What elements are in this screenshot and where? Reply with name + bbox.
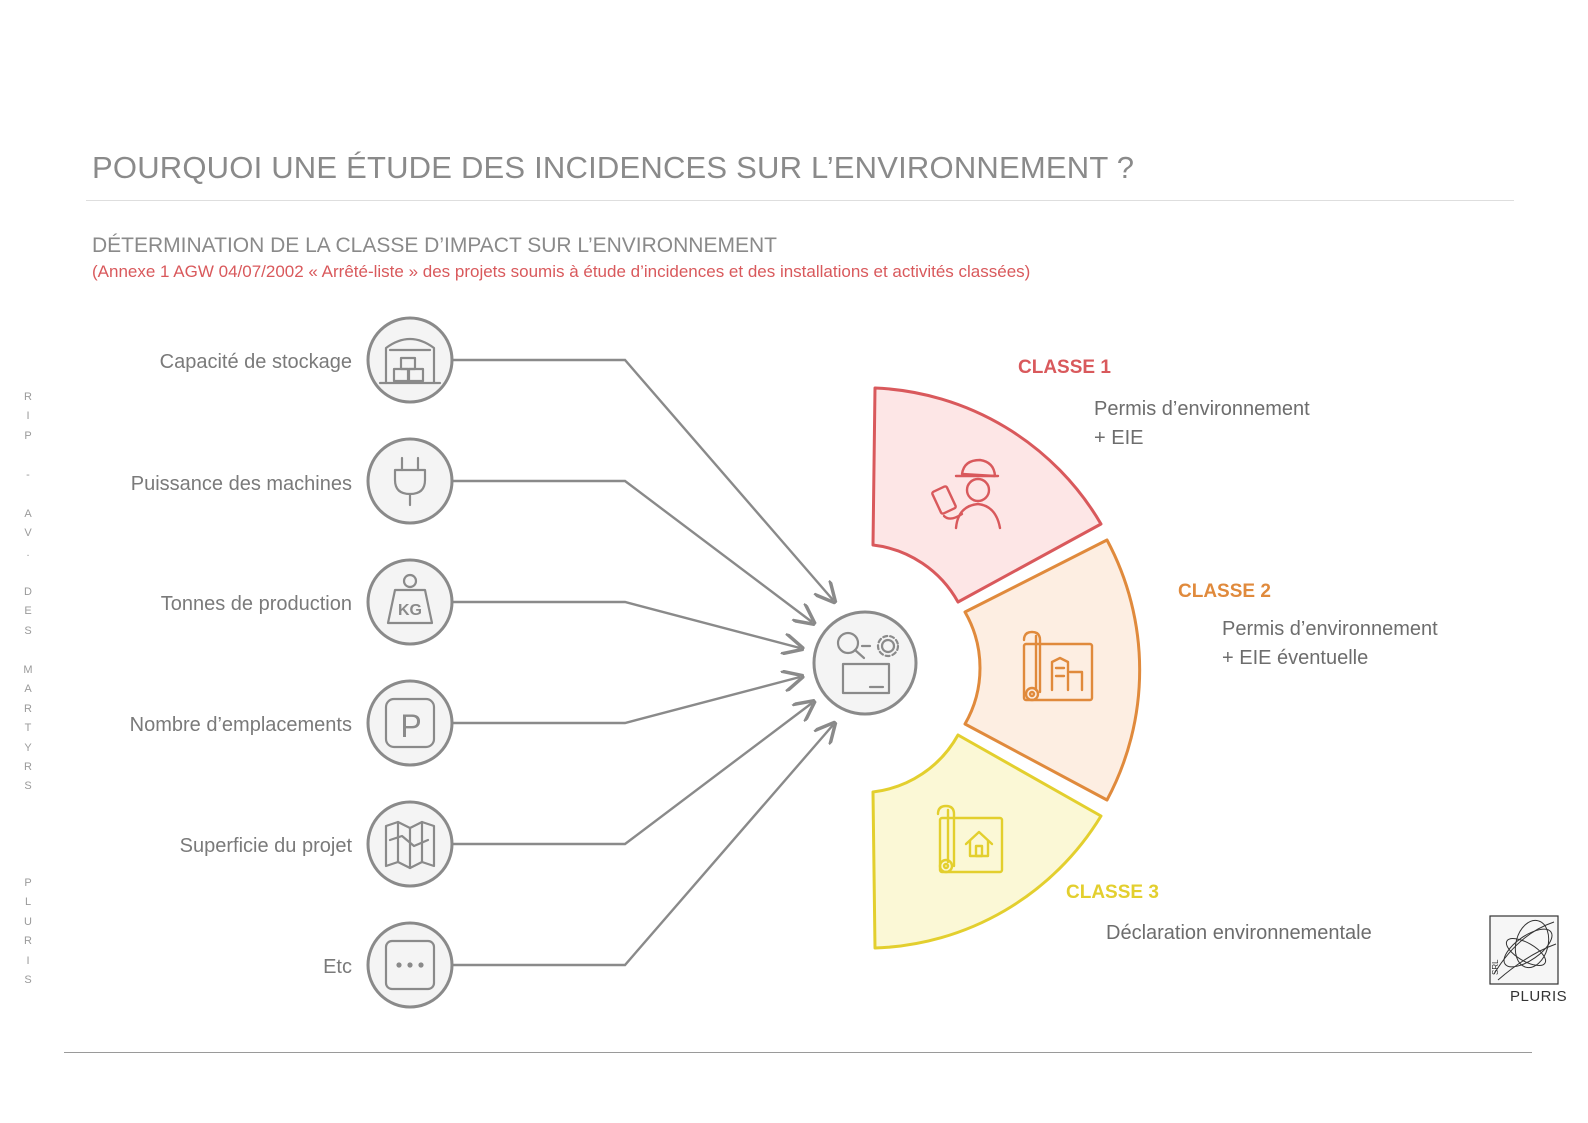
side-letter: A: [24, 683, 32, 696]
side-letter: P: [24, 429, 32, 442]
class2-name: CLASSE 2: [1178, 581, 1271, 602]
criterion-label: Capacité de stockage: [159, 351, 352, 373]
side-letter: S: [24, 973, 32, 986]
side-letter: R: [24, 702, 32, 715]
side-letter: D: [24, 586, 32, 598]
side-letter: R: [24, 935, 32, 948]
dots: [396, 962, 423, 967]
side-letter: -: [26, 469, 30, 481]
side-letter: I: [26, 954, 30, 967]
class3-desc-line1: Déclaration environnementale: [1106, 922, 1372, 944]
class1-desc-line1: Permis d’environnement: [1094, 398, 1310, 420]
criterion-label: Superficie du projet: [179, 835, 352, 857]
side-letter: R: [24, 760, 32, 773]
criterion-label: Nombre d’emplacements: [129, 714, 352, 736]
side-letter: R: [24, 391, 32, 403]
legal-reference: (Annexe 1 AGW 04/07/2002 « Arrêté-liste » des projets soumis à étude d’incidences et des installations et activités classées): [92, 262, 1031, 281]
class2-desc-line2: + EIE éventuelle: [1222, 647, 1369, 669]
side-letter: S: [24, 624, 32, 637]
parking-glyph: P: [400, 708, 422, 744]
side-letter: T: [24, 722, 32, 735]
logo-srl: SRL: [1491, 959, 1500, 975]
criterion-label: Etc: [323, 956, 352, 978]
side-letter: V: [24, 527, 32, 540]
criterion-circle: [368, 439, 452, 523]
criterion-circle: [368, 318, 452, 402]
side-letter: A: [24, 508, 32, 520]
criterion-label: Tonnes de production: [160, 593, 352, 615]
footer-divider: [64, 1052, 1532, 1053]
criterion-label: Puissance des machines: [130, 473, 352, 495]
side-letter: Y: [24, 741, 32, 754]
page-title: POURQUOI UNE ÉTUDE DES INCIDENCES SUR L’ENVIRONNEMENT ?: [92, 150, 1135, 185]
side-letter: .: [26, 546, 30, 559]
connector-line: [448, 602, 800, 648]
logo-wordmark: PLURIS: [1510, 988, 1568, 1005]
side-letter: M: [23, 664, 33, 676]
class1-desc-line2: + EIE: [1094, 427, 1144, 449]
connector-line: [448, 677, 800, 723]
side-letter: S: [24, 780, 32, 793]
class2-desc-line1: Permis d’environnement: [1222, 618, 1438, 640]
kg-glyph: KG: [398, 602, 422, 619]
class3-name: CLASSE 3: [1066, 882, 1159, 903]
side-letter: U: [24, 915, 32, 928]
connectors: [448, 360, 833, 965]
class1-name: CLASSE 1: [1018, 357, 1111, 378]
section-subtitle: DÉTERMINATION DE LA CLASSE D’IMPACT SUR L’ENVIRONNEMENT: [92, 234, 777, 257]
side-letter: L: [24, 896, 32, 909]
side-letter: E: [24, 605, 32, 618]
side-letter: P: [24, 877, 32, 889]
side-letter: I: [26, 410, 30, 423]
